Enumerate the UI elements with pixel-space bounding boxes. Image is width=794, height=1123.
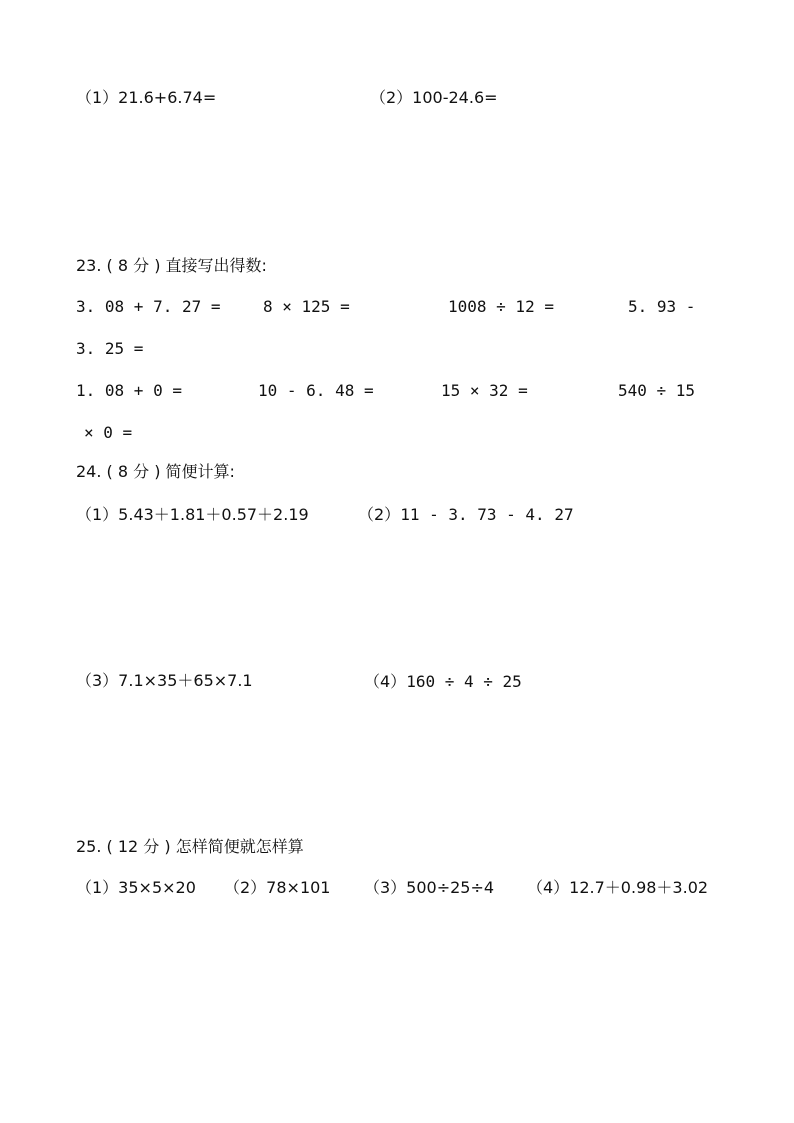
q25-heading: 25. ( 12 分 ) 怎样简便就怎样算 xyxy=(76,837,304,856)
q24-problem-2-expr: 11 - 3. 73 - 4. 27 xyxy=(400,505,574,524)
q24-problem-4-label: （4） xyxy=(364,672,407,691)
q25-problem-2: （2）78×101 xyxy=(224,878,331,897)
q24-heading: 24. ( 8 分 ) 简便计算: xyxy=(76,462,235,481)
q25-problem-1: （1）35×5×20 xyxy=(76,878,196,897)
q23-row1-item-3: 1008 ÷ 12 = xyxy=(448,297,554,316)
q23-row2-item-2: 10 - 6. 48 = xyxy=(258,381,374,400)
q25-problem-3: （3）500÷25÷4 xyxy=(364,878,495,897)
q23-row2-item-4: 540 ÷ 15 xyxy=(618,381,696,400)
q24-problem-3: （3）7.1×35＋65×7.1 xyxy=(76,671,253,690)
q23-heading: 23. ( 8 分 ) 直接写出得数: xyxy=(76,256,267,275)
q23-row2-item-3: 15 × 32 = xyxy=(441,381,528,400)
q25-problem-4: （4）12.7＋0.98＋3.02 xyxy=(527,878,709,897)
q24-problem-4 xyxy=(364,672,522,692)
q23-row2-item-1: 1. 08 + 0 = xyxy=(76,381,182,400)
q22-problem-1: （1）21.6+6.74= xyxy=(76,88,217,107)
q23-row2-wrap: × 0 = xyxy=(84,423,133,442)
q24-problem-4-expr: 160 ÷ 4 ÷ 25 xyxy=(406,672,522,691)
q22-problem-2: （2）100-24.6= xyxy=(370,88,498,107)
q23-row1-item-2: 8 × 125 = xyxy=(263,297,350,316)
q24-problem-1: （1）5.43＋1.81＋0.57＋2.19 xyxy=(76,505,309,524)
q24-problem-2-label: （2） xyxy=(358,505,401,524)
q23-row1-item-4: 5. 93 - xyxy=(628,297,696,316)
q23-row1-wrap: 3. 25 = xyxy=(76,339,144,358)
q24-problem-2 xyxy=(358,505,574,525)
q23-row1-item-1: 3. 08 + 7. 27 = xyxy=(76,297,221,316)
